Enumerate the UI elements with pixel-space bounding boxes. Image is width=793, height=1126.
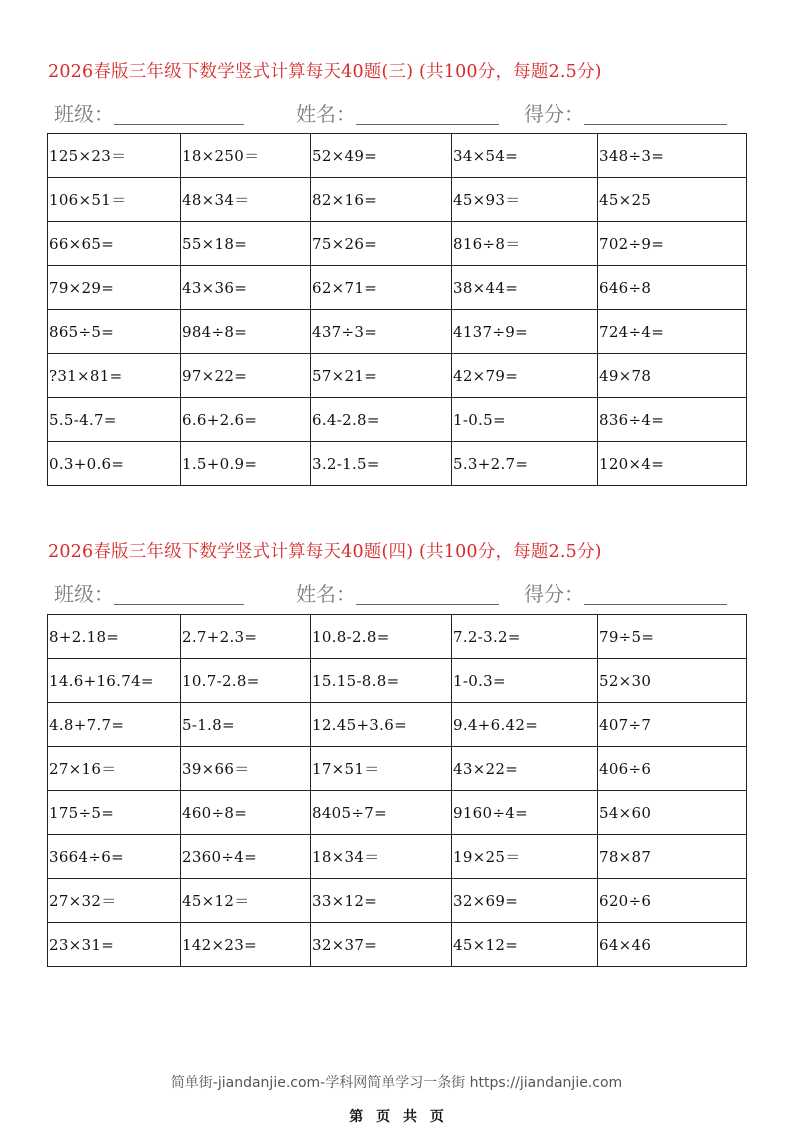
name-field: [296, 98, 499, 127]
problem-cell: 23×31=: [48, 923, 181, 967]
problem-cell: 724÷4=: [598, 310, 747, 354]
problem-cell: 120×4=: [598, 442, 747, 486]
score-field: [524, 578, 727, 607]
page-number: [0, 1106, 793, 1126]
name-field: [296, 578, 499, 607]
problem-cell: 125×23＝: [48, 134, 181, 178]
problem-cell: 12.45+3.6=: [311, 703, 452, 747]
table-row: [48, 791, 747, 835]
worksheet-title-3: 2026春版三年级下数学竖式计算每天40题(三) (共100分，每题2.5分): [48, 62, 602, 82]
table-row: [48, 354, 747, 398]
table-row: [48, 835, 747, 879]
problem-cell: 816÷8＝: [452, 222, 598, 266]
problem-cell: 19×25＝: [452, 835, 598, 879]
problem-cell: ?31×81=: [48, 354, 181, 398]
problem-cell: 55×18=: [181, 222, 311, 266]
problem-cell: 5.5-4.7=: [48, 398, 181, 442]
problem-cell: 32×37=: [311, 923, 452, 967]
class-label: 班级：: [54, 582, 114, 606]
problem-cell: 79×29=: [48, 266, 181, 310]
problem-cell: 45×93＝: [452, 178, 598, 222]
score-label: 得分：: [524, 102, 584, 126]
problem-cell: 48×34＝: [181, 178, 311, 222]
problem-cell: 106×51＝: [48, 178, 181, 222]
problem-cell: 17×51＝: [311, 747, 452, 791]
problem-cell: 27×32＝: [48, 879, 181, 923]
name-blank[interactable]: [356, 582, 499, 605]
table-row: [48, 879, 747, 923]
class-field: [54, 98, 244, 127]
problem-cell: 5.3+2.7=: [452, 442, 598, 486]
table-row: [48, 398, 747, 442]
problem-cell: 6.6+2.6=: [181, 398, 311, 442]
name-label: 姓名：: [296, 102, 356, 126]
problem-cell: 407÷7: [598, 703, 747, 747]
table-row: [48, 134, 747, 178]
problem-cell: 4137÷9=: [452, 310, 598, 354]
problem-cell: 64×46: [598, 923, 747, 967]
class-label: 班级：: [54, 102, 114, 126]
problem-cell: 32×69=: [452, 879, 598, 923]
problem-cell: 9.4+6.42=: [452, 703, 598, 747]
problem-cell: 142×23=: [181, 923, 311, 967]
problem-cell: 62×71=: [311, 266, 452, 310]
name-blank[interactable]: [356, 102, 499, 125]
table-row: [48, 310, 747, 354]
problem-cell: 52×30: [598, 659, 747, 703]
page-part: 共: [402, 1109, 417, 1125]
name-label: 姓名：: [296, 582, 356, 606]
problem-cell: 82×16=: [311, 178, 452, 222]
table-row: [48, 442, 747, 486]
table-row: [48, 747, 747, 791]
problem-cell: 620÷6: [598, 879, 747, 923]
problem-cell: 78×87: [598, 835, 747, 879]
problem-cell: 27×16＝: [48, 747, 181, 791]
table-row: [48, 266, 747, 310]
score-blank[interactable]: [584, 102, 727, 125]
problem-cell: 9160÷4=: [452, 791, 598, 835]
score-blank[interactable]: [584, 582, 727, 605]
problem-cell: 54×60: [598, 791, 747, 835]
problem-cell: 14.6+16.74=: [48, 659, 181, 703]
problem-cell: 18×250＝: [181, 134, 311, 178]
problem-cell: 984÷8=: [181, 310, 311, 354]
problem-cell: 34×54=: [452, 134, 598, 178]
problem-cell: 2360÷4=: [181, 835, 311, 879]
score-field: [524, 98, 727, 127]
problem-cell: 43×22=: [452, 747, 598, 791]
problem-cell: 45×12=: [452, 923, 598, 967]
problem-cell: 10.7-2.8=: [181, 659, 311, 703]
class-field: [54, 578, 244, 607]
problem-cell: 7.2-3.2=: [452, 615, 598, 659]
problem-cell: 39×66＝: [181, 747, 311, 791]
problem-cell: 4.8+7.7=: [48, 703, 181, 747]
problem-cell: 2.7+2.3=: [181, 615, 311, 659]
class-blank[interactable]: [114, 102, 244, 125]
problem-cell: 3.2-1.5=: [311, 442, 452, 486]
problem-cell: 52×49=: [311, 134, 452, 178]
problem-cell: 45×25: [598, 178, 747, 222]
problem-cell: 8405÷7=: [311, 791, 452, 835]
class-blank[interactable]: [114, 582, 244, 605]
student-info-row-4: [48, 578, 748, 608]
problem-cell: 1-0.5=: [452, 398, 598, 442]
problem-cell: 33×12=: [311, 879, 452, 923]
problem-cell: 1-0.3=: [452, 659, 598, 703]
problem-cell: 460÷8=: [181, 791, 311, 835]
problem-cell: 865÷5=: [48, 310, 181, 354]
problem-cell: 702÷9=: [598, 222, 747, 266]
table-row: [48, 615, 747, 659]
problem-cell: 836÷4=: [598, 398, 747, 442]
problem-cell: 42×79=: [452, 354, 598, 398]
page-part: 页: [429, 1109, 444, 1125]
problem-cell: 8+2.18=: [48, 615, 181, 659]
table-row: [48, 178, 747, 222]
problem-cell: 3664÷6=: [48, 835, 181, 879]
problem-cell: 348÷3=: [598, 134, 747, 178]
page-part: 页: [376, 1109, 391, 1125]
problem-cell: 97×22=: [181, 354, 311, 398]
problem-cell: 406÷6: [598, 747, 747, 791]
problem-cell: 43×36=: [181, 266, 311, 310]
problem-cell: 49×78: [598, 354, 747, 398]
problem-cell: 75×26=: [311, 222, 452, 266]
problem-cell: 38×44=: [452, 266, 598, 310]
problem-cell: 15.15-8.8=: [311, 659, 452, 703]
problem-cell: 175÷5=: [48, 791, 181, 835]
problem-cell: 5-1.8=: [181, 703, 311, 747]
score-label: 得分：: [524, 582, 584, 606]
page-part: 第: [349, 1109, 364, 1125]
source-footer: 简单街-jiandanjie.com-学科网简单学习一条街 https://jiandanjie.com: [170, 1075, 623, 1091]
problem-cell: 45×12＝: [181, 879, 311, 923]
problem-cell: 0.3+0.6=: [48, 442, 181, 486]
problem-cell: 437÷3=: [311, 310, 452, 354]
problem-cell: 10.8-2.8=: [311, 615, 452, 659]
problem-cell: 79÷5=: [598, 615, 747, 659]
table-row: [48, 222, 747, 266]
problem-cell: 18×34＝: [311, 835, 452, 879]
student-info-row-3: [48, 98, 748, 128]
problem-table-3: [47, 133, 747, 486]
table-row: [48, 923, 747, 967]
problem-cell: 66×65=: [48, 222, 181, 266]
table-row: [48, 659, 747, 703]
problem-cell: 57×21=: [311, 354, 452, 398]
table-row: [48, 703, 747, 747]
problem-cell: 6.4-2.8=: [311, 398, 452, 442]
worksheet-title-4: 2026春版三年级下数学竖式计算每天40题(四) (共100分，每题2.5分): [48, 542, 602, 562]
problem-table-4: [47, 614, 747, 967]
problem-cell: 1.5+0.9=: [181, 442, 311, 486]
problem-cell: 646÷8: [598, 266, 747, 310]
